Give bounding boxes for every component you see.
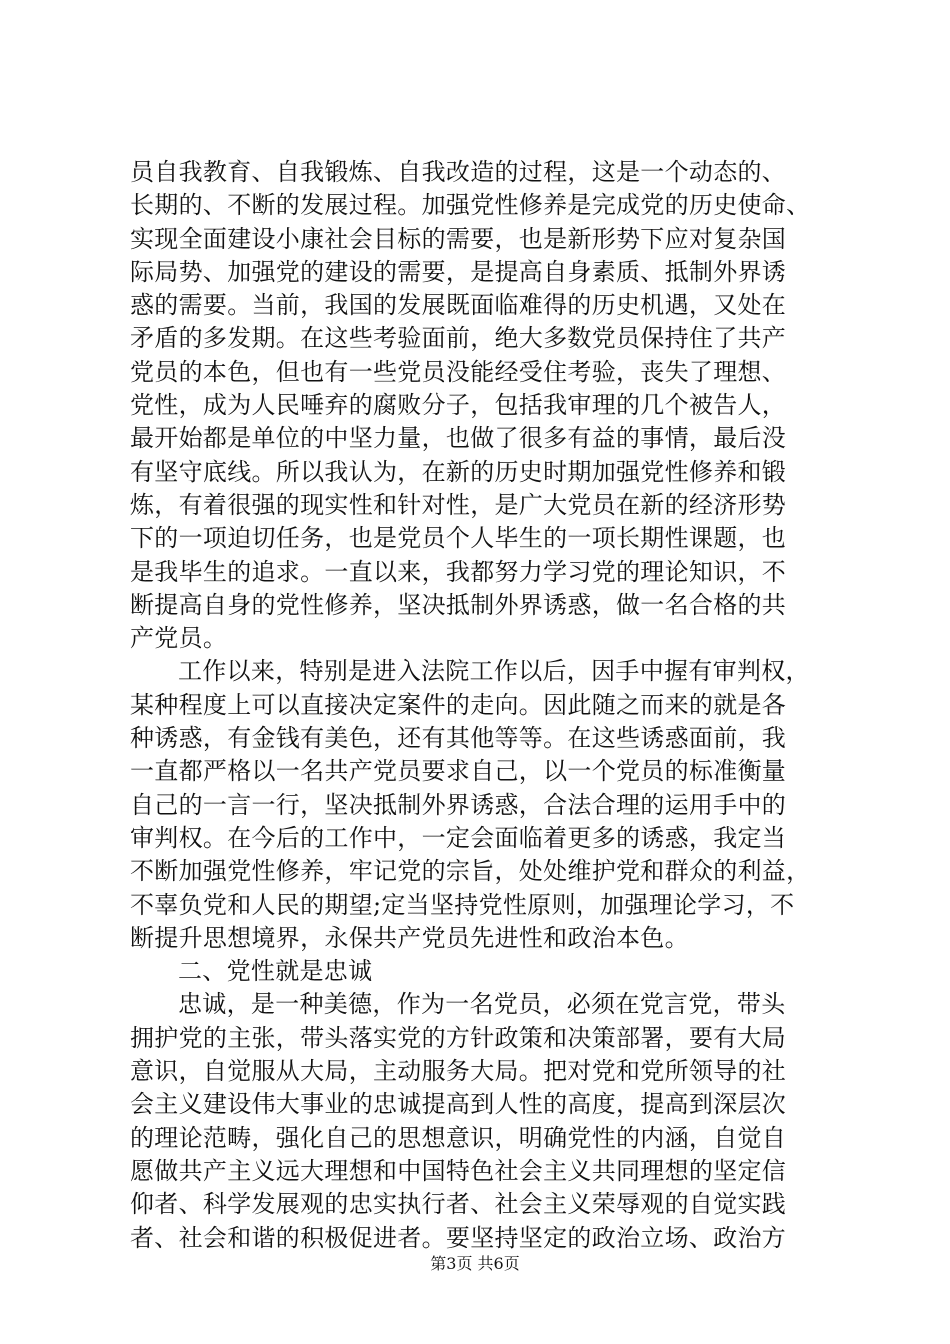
- text-line: 自己的一言一行，坚决抵制外界诱惑，合法合理的运用手中的: [130, 790, 787, 819]
- text-line: 党性，成为人民唾弃的腐败分子，包括我审理的几个被告人，: [130, 391, 787, 420]
- text-line: 下的一项迫切任务，也是党员个人毕生的一项长期性课题，也: [130, 524, 787, 553]
- text-line: 不断加强党性修养，牢记党的宗旨，处处维护党和群众的利益，: [130, 857, 811, 886]
- text-line: 不辜负党和人民的期望;定当坚持党性原则，加强理论学习，不: [130, 890, 795, 919]
- text-line: 矛盾的多发期。在这些考验面前，绝大多数党员保持住了共产: [130, 324, 787, 353]
- text-line: 仰者、科学发展观的忠实执行者、社会主义荣辱观的自觉实践: [130, 1190, 787, 1219]
- text-line: 的理论范畴，强化自己的思想意识，明确党性的内涵，自觉自: [130, 1123, 787, 1152]
- text-line: 际局势、加强党的建设的需要，是提高自身素质、抵制外界诱: [130, 257, 787, 286]
- text-line: 长期的、不断的发展过程。加强党性修养是完成党的历史使命、: [130, 191, 811, 220]
- text-line: 工作以来，特别是进入法院工作以后，因手中握有审判权，: [178, 657, 810, 686]
- text-line: 有坚守底线。所以我认为，在新的历史时期加强党性修养和锻: [130, 457, 787, 486]
- text-line: 者、社会和谐的积极促进者。要坚持坚定的政治立场、政治方: [130, 1223, 787, 1252]
- text-line: 断提升思想境界，永保共产党员先进性和政治本色。: [130, 923, 689, 952]
- text-line: 员自我教育、自我锻炼、自我改造的过程，这是一个动态的、: [130, 158, 787, 186]
- text-line: 审判权。在今后的工作中，一定会面临着更多的诱惑，我定当: [130, 823, 787, 852]
- text-line: 意识，自觉服从大局，主动服务大局。把对党和党所领导的社: [130, 1057, 787, 1086]
- text-line: 会主义建设伟大事业的忠诚提高到人性的高度，提高到深层次: [130, 1090, 787, 1119]
- text-line: 拥护党的主张，带头落实党的方针政策和决策部署，要有大局: [130, 1023, 787, 1052]
- text-line: 党员的本色，但也有一些党员没能经受住考验，丧失了理想、: [130, 357, 787, 386]
- body-text: [130, 156, 850, 1255]
- text-line: 最开始都是单位的中坚力量，也做了很多有益的事情，最后没: [130, 424, 787, 453]
- text-line: 炼，有着很强的现实性和针对性，是广大党员在新的经济形势: [130, 490, 787, 519]
- text-line: 某种程度上可以直接决定案件的走向。因此随之而来的就是各: [130, 690, 787, 719]
- text-line: 惑的需要。当前，我国的发展既面临难得的历史机遇，又处在: [130, 291, 787, 320]
- text-line: 二、党性就是忠诚: [178, 957, 373, 986]
- text-line: 实现全面建设小康社会目标的需要，也是新形势下应对复杂国: [130, 224, 787, 253]
- page-footer: 第3页 共6页: [430, 1254, 520, 1273]
- text-line: 是我毕生的追求。一直以来，我都努力学习党的理论知识，不: [130, 557, 787, 586]
- text-line: 愿做共产主义远大理想和中国特色社会主义共同理想的坚定信: [130, 1156, 787, 1185]
- text-line: 种诱惑，有金钱有美色，还有其他等等。在这些诱惑面前，我: [130, 724, 787, 753]
- text-line: 产党员。: [130, 624, 228, 653]
- text-line: 断提高自身的党性修养，坚决抵制外界诱惑，做一名合格的共: [130, 590, 787, 619]
- text-line: 忠诚，是一种美德，作为一名党员，必须在党言党，带头: [178, 990, 786, 1019]
- text-line: 一直都严格以一名共产党员要求自己，以一个党员的标准衡量: [130, 757, 787, 786]
